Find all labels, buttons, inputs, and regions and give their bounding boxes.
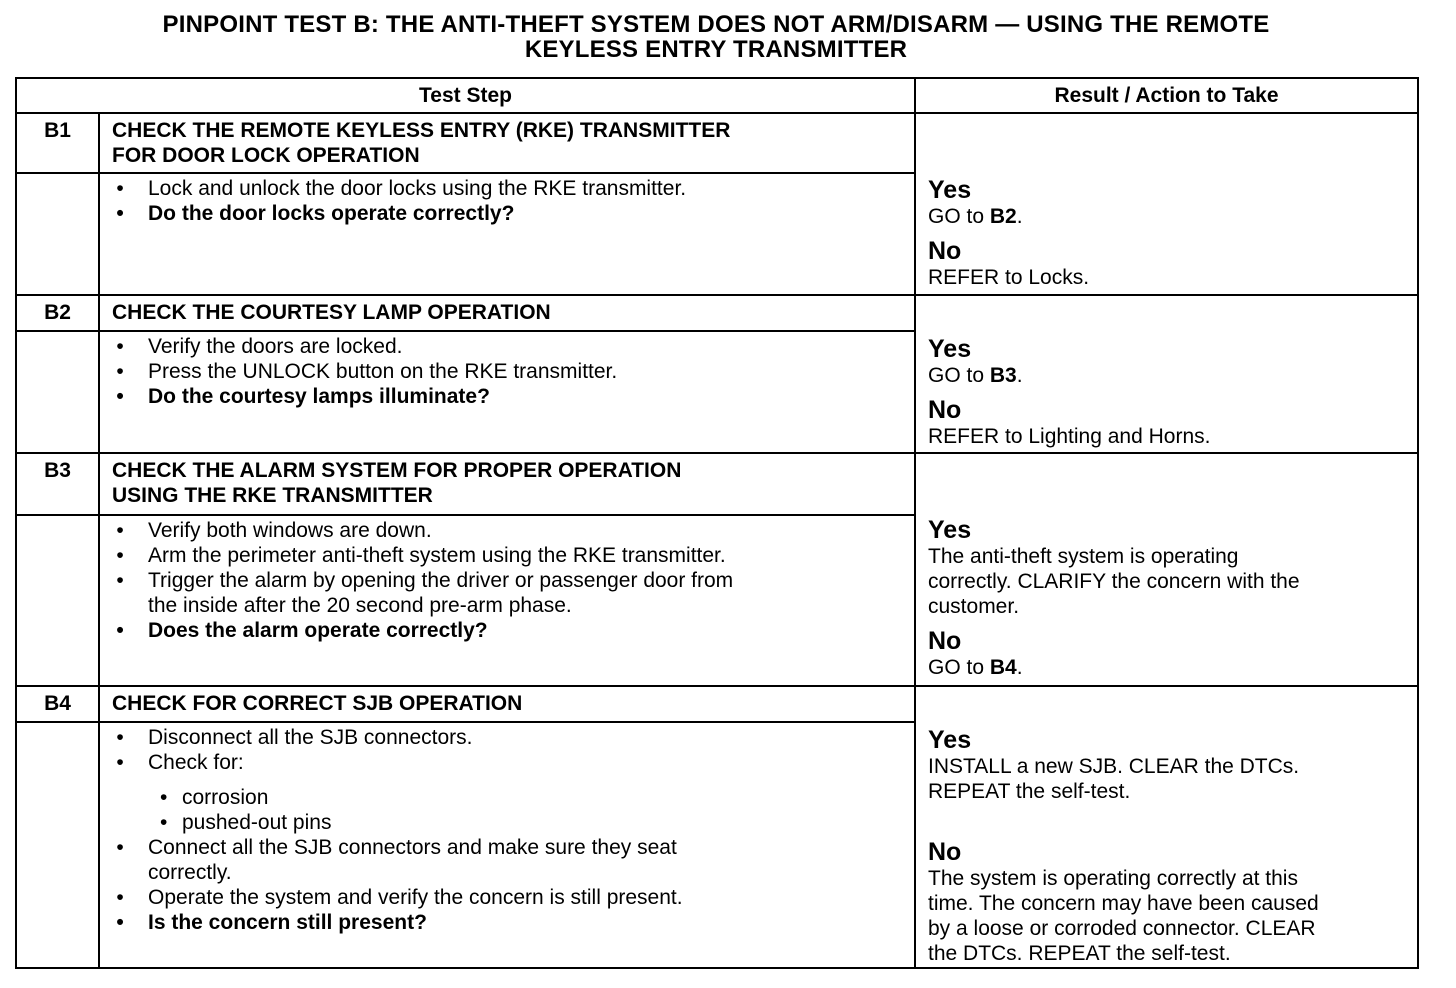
table-header-row [16, 78, 1418, 113]
yes-action-line: correctly. CLARIFY the concern with the [928, 569, 1300, 593]
step-heading-row [16, 295, 1418, 331]
no-action-line: the DTCs. REPEAT the self-test. [928, 942, 1231, 965]
no-action: REFER to Lighting and Horns. [928, 425, 1211, 448]
no-action-line: by a loose or corroded connector. CLEAR [928, 917, 1316, 940]
step-heading-line: CHECK FOR CORRECT SJB OPERATION [112, 692, 523, 715]
list-item: • Check for: [116, 751, 244, 774]
step-heading [99, 113, 915, 173]
step-body [99, 515, 915, 686]
step-heading-line: CHECK THE COURTESY LAMP OPERATION [112, 301, 551, 324]
step-result [915, 453, 1418, 686]
list-item: • Trigger the alarm by opening the driver or passenger door from the inside after the 20 second pre-arm phase. [116, 569, 734, 617]
step-heading-line: USING THE RKE TRANSMITTER [112, 484, 433, 507]
list-item: • Arm the perimeter anti-theft system using the RKE transmitter. [116, 544, 726, 567]
list-item: • Press the UNLOCK button on the RKE transmitter. [116, 360, 618, 383]
step-body [99, 331, 915, 453]
step-heading-row [16, 686, 1418, 722]
step-result [915, 295, 1418, 453]
list-item: • Do the courtesy lamps illuminate? [116, 385, 490, 408]
list-item: • Do the door locks operate correctly? [116, 202, 515, 225]
step-body [99, 722, 915, 968]
no-action: REFER to Locks. [928, 266, 1090, 289]
no-label: No [928, 838, 962, 866]
step-result [915, 113, 1418, 295]
step-id: B3 [16, 453, 99, 515]
step-id: B4 [16, 686, 99, 722]
title-line-2: KEYLESS ENTRY TRANSMITTER [524, 36, 908, 63]
yes-action: GO to B2. [928, 205, 1023, 228]
title-line-1: PINPOINT TEST B: THE ANTI-THEFT SYSTEM DOES NOT ARM/DISARM — USING THE REMOTE [162, 11, 1270, 38]
step-heading-row [16, 453, 1418, 515]
no-action-line: time. The concern may have been caused [928, 892, 1319, 915]
step-heading [99, 453, 915, 515]
yes-label: Yes [928, 515, 972, 544]
sub-list-item: • pushed-out pins [160, 811, 332, 834]
yes-action-line: customer. [928, 594, 1020, 618]
yes-action-line: The anti-theft system is operating [928, 544, 1239, 568]
yes-action: GO to B3. [928, 364, 1023, 387]
step-body [99, 173, 915, 295]
list-item: • Disconnect all the SJB connectors. [116, 726, 473, 749]
yes-label: Yes [928, 176, 972, 204]
step-result [915, 686, 1418, 968]
no-action-line: The system is operating correctly at this [928, 867, 1298, 890]
sub-list-item: • corrosion [160, 786, 269, 809]
pinpoint-table [15, 77, 1419, 969]
step-heading-line: CHECK THE ALARM SYSTEM FOR PROPER OPERATION [112, 459, 682, 482]
step-heading-line: CHECK THE REMOTE KEYLESS ENTRY (RKE) TRANSMITTER [112, 119, 731, 142]
no-label: No [928, 237, 962, 265]
yes-action-line: INSTALL a new SJB. CLEAR the DTCs. [928, 755, 1300, 778]
list-item: • Verify both windows are down. [116, 519, 432, 542]
no-label: No [928, 396, 962, 424]
yes-action-line: REPEAT the self-test. [928, 780, 1131, 803]
no-label: No [928, 626, 962, 655]
list-item: • Does the alarm operate correctly? [116, 619, 488, 642]
result-header: Result / Action to Take [915, 78, 1418, 113]
step-heading-line: FOR DOOR LOCK OPERATION [112, 144, 420, 167]
step-id: B2 [16, 295, 99, 331]
step-heading [99, 295, 915, 331]
test-step-header: Test Step [16, 78, 915, 113]
list-item: • Lock and unlock the door locks using the RKE transmitter. [116, 177, 687, 200]
list-item: • Operate the system and verify the concern is still present. [116, 886, 683, 909]
list-item: • Is the concern still present? [116, 911, 427, 934]
list-item: • Verify the doors are locked. [116, 335, 403, 358]
step-heading [99, 686, 915, 722]
page-title [0, 12, 1432, 62]
yes-label: Yes [928, 335, 972, 363]
step-id: B1 [16, 113, 99, 173]
yes-label: Yes [928, 726, 972, 754]
step-heading-row [16, 113, 1418, 173]
no-action: GO to B4. [928, 655, 1023, 679]
list-item: • Connect all the SJB connectors and make sure they seat correctly. [116, 836, 677, 884]
